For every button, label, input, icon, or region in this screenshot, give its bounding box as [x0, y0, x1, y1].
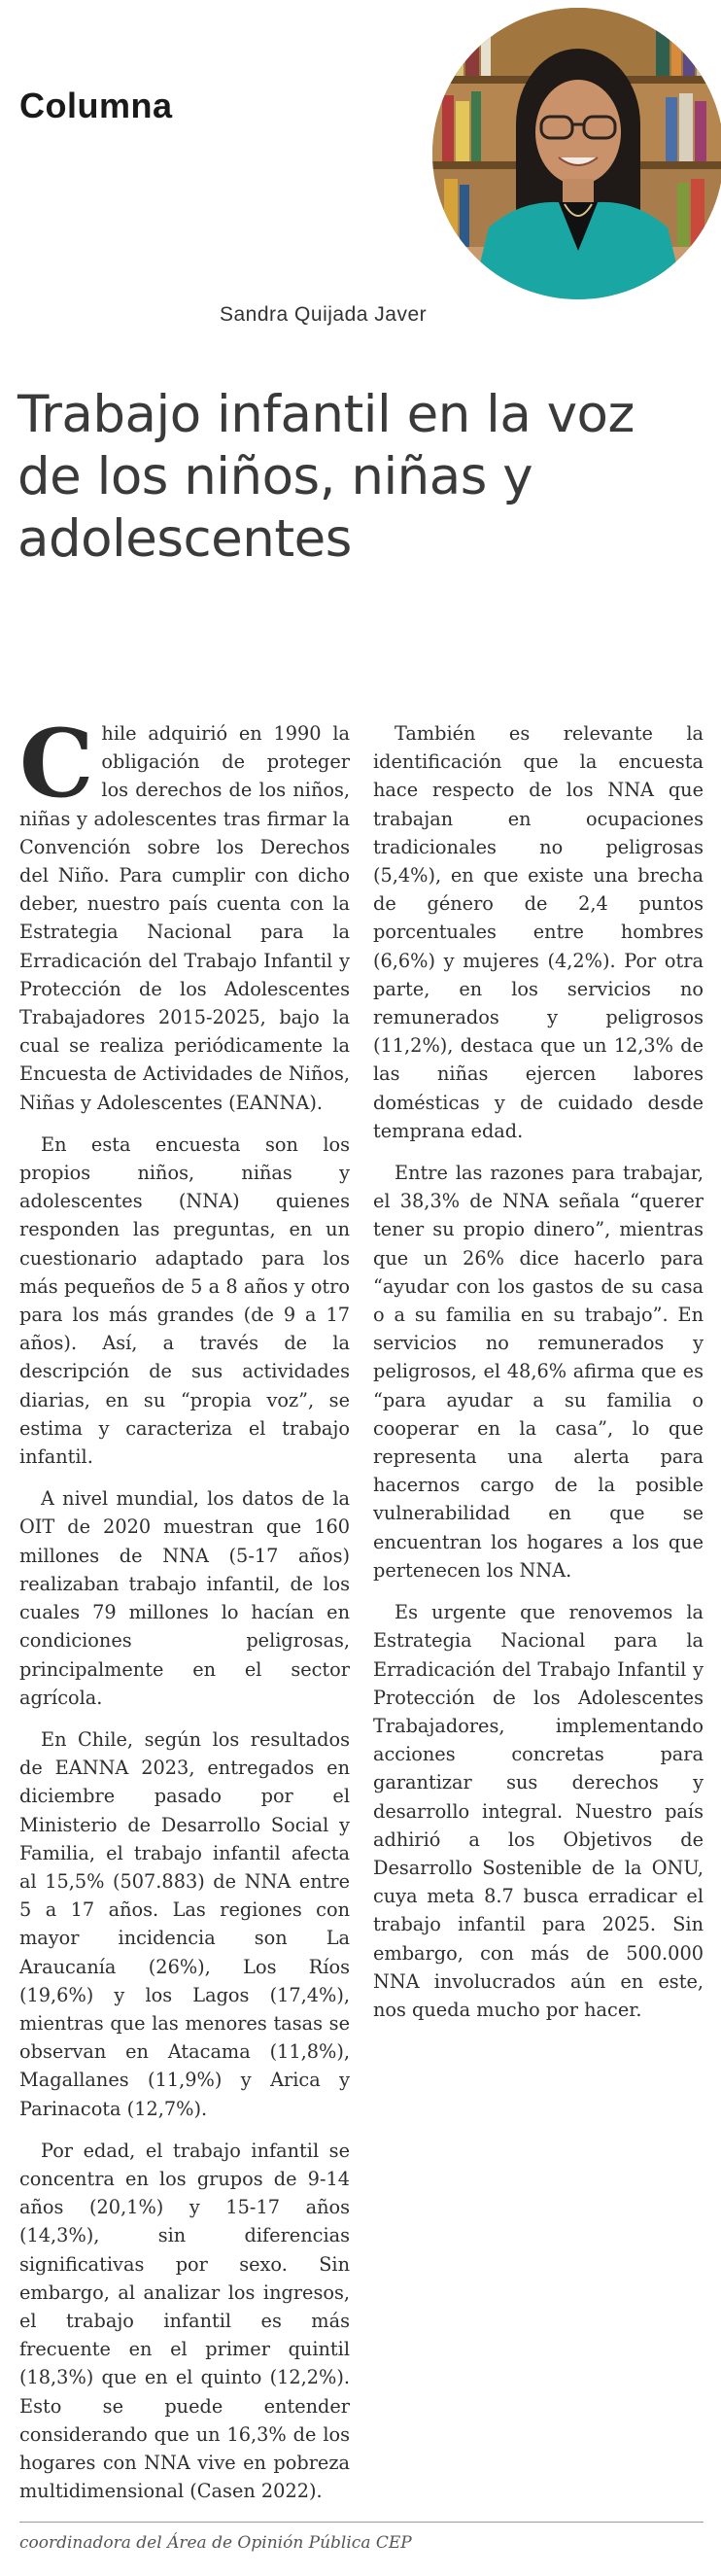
article-paragraph: También es relevante la identificación que la encuesta hace respecto de los NNA que trabajan en ocupaciones tradicionales no peligrosas (5,4%), en que existe una brecha de género de 2,4 puntos porcentuales entre hombres (6,6%) y mujeres (4,2%). Por otra parte, en los servicios no remunerados y peligrosos (11,2%), destaca que un 12,3% de las niñas ejercen labores domésticas y de cuidado desde temprana edad.: [373, 722, 704, 1142]
paragraph-text: hile adquirió en 1990 la obligación de proteger los derechos de los niños, niñas y adolescentes tras firmar la Convención sobre los Derechos del Niño. Para cumplir con dicho deber, nuestro país cuenta con la Estrategia Nacional para la Erradicación del Trabajo Infantil y Protección de los Adolescentes Trabajadores 2015-2025, bajo la cual se realiza periódicamente la Encuesta de Actividades de Niños, Niñas y Adolescentes (EANNA).: [19, 722, 350, 1114]
author-photo: [432, 8, 721, 299]
article-paragraph: En Chile, según los resultados de EANNA 2023, entregados en diciembre pasado por el Ministerio de Desarrollo Social y Familia, el trabajo infantil afecta al 15,5% (507.883) de NNA entre 5 a 17 años. Las regiones con mayor incidencia son La Araucanía (26%), Los Ríos (19,6%) y los Lagos (17,4%), mientras que las menores tasas se observan en Atacama (11,8%), Magallanes (11,9%) y Arica y Parinacota (12,7%).: [19, 1727, 350, 2120]
article-paragraph: En esta encuesta son los propios niños, niñas y adolescentes (NNA) quienes responden las preguntas, en un cuestionario adaptado para los más pequeños de 5 a 8 años y otro para los más grandes (de 9 a 17 años). Así, a través de la descripción de sus actividades diarias, en su “propia voz”, se estima y caracteriza el trabajo infantil.: [19, 1132, 350, 1469]
article-paragraph: Entre las razones para trabajar, el 38,3% de NNA señala “querer tener su propio dinero”, mientras que un 26% dice hacerlo para “ayudar con los gastos de su casa o a su familia en su trabajo”. En servicios no remunerados y peligrosos, el 48,6% afirma que es “para ayudar a su familia o cooperar en la casa”, lo que representa una alerta para hacernos cargo de la posible vulnerabilidad en que se encuentran los hogares a los que pertenecen los NNA.: [373, 1162, 704, 1582]
article-paragraph: [19, 709, 350, 1117]
section-label: Columna: [19, 86, 173, 125]
article-paragraph: Es urgente que renovemos la Estrategia Nacional para la Erradicación del Trabajo Infantil y Protección de los Adolescentes Trabajadores, implementando acciones concretas para garantizar sus derechos y desarrollo integral. Nuestro país adhirió a los Objetivos de Desarrollo Sostenible de la ONU, cuya meta 8.7 busca erradicar el trabajo infantil para 2025. Sin embargo, con más de 500.000 NNA involucrados aún en este, nos queda mucho por hacer.: [373, 1601, 704, 2021]
author-affiliation: coordinadora del Área de Opinión Pública CEP: [19, 2533, 412, 2553]
article-body: [19, 709, 704, 2508]
footer-divider: [19, 2522, 704, 2523]
author-byline: Sandra Quijada Javer: [220, 303, 428, 326]
article-paragraph: A nivel mundial, los datos de la OIT de 2020 muestran que 160 millones de NNA (5-17 años) realizaban trabajo infantil, de los cuales 79 millones lo hacían en condiciones peligrosas, principalmente en el sector agrícola.: [19, 1487, 350, 1709]
headline: Trabajo infantil en la voz de los niños, niñas y adolescentes: [17, 385, 635, 569]
article-paragraph: Por edad, el trabajo infantil se concentra en los grupos de 9-14 años (20,1%) y 15-17 años (14,3%), sin diferencias significativas por sexo. Sin embargo, al analizar los ingresos, el trabajo infantil es más frecuente en el primer quintil (18,3%) que en el quinto (12,2%). Esto se puede entender considerando que un 16,3% de los hogares con NNA vive en pobreza multidimensional (Casen 2022).: [19, 2139, 350, 2503]
drop-cap: C: [19, 709, 94, 818]
